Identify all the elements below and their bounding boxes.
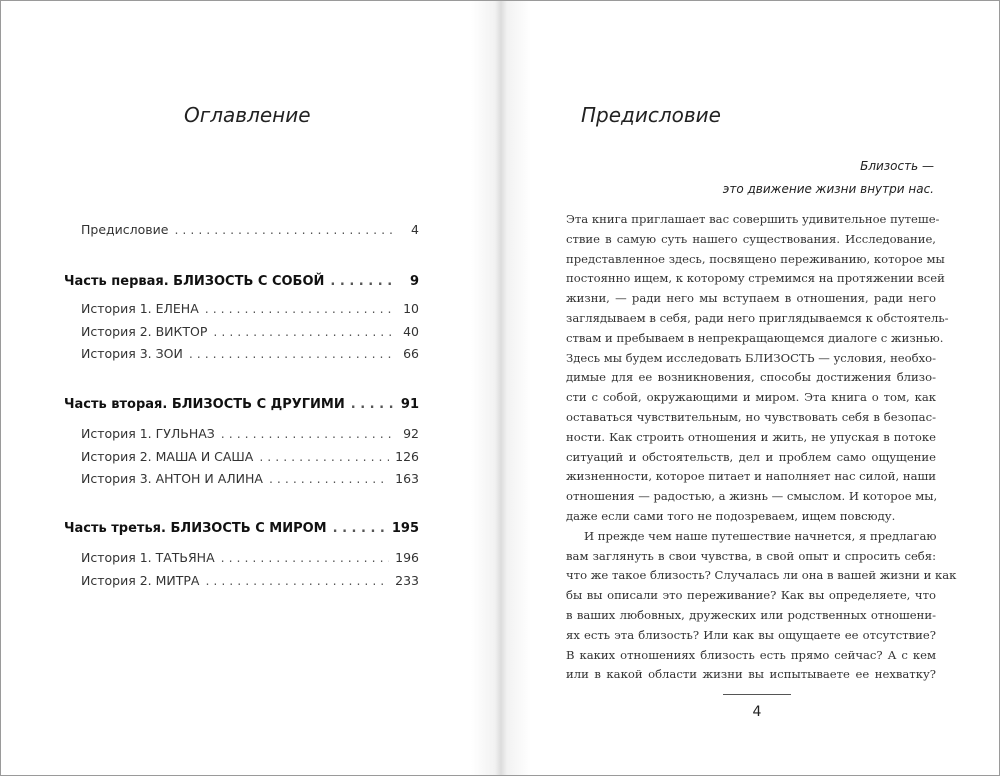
toc-entry-label: Часть вторая. БЛИЗОСТЬ С ДРУГИМИ <box>64 397 345 412</box>
body-text-line: ствам и пребываем в непрекращающемся диалоге с жизнью. <box>566 330 944 345</box>
body-text-line: отношения — радостью, а жизнь — смыслом. И которое мы, <box>566 489 938 504</box>
toc-leader-dots <box>221 426 393 441</box>
body-text-line: заглядываем в себя, ради него приглядываемся к обстоятель- <box>566 311 949 325</box>
body-text-line: оставаться чувствительным, но чувствовать себя в безопас- <box>566 410 936 424</box>
body-text-line: жизни, — ради него мы вступаем в отношения, ради него <box>566 291 936 306</box>
toc-entry-label: Часть первая. БЛИЗОСТЬ С СОБОЙ <box>64 274 325 289</box>
body-text-line: ях есть эта близость? Или как вы ощущаете ее отсутствие? <box>566 627 936 642</box>
body-text-line: ситуаций и обстоятельств, дел и проблем само ощущение <box>566 449 936 464</box>
body-text-line: В каких отношениях близость есть прямо сейчас? А с кем <box>566 647 936 662</box>
body-text-line: вам заглянуть в свои чувства, в свой опыт и спросить себя: <box>566 548 936 563</box>
toc-leader-dots <box>189 346 393 361</box>
toc-entry[interactable] <box>64 521 419 536</box>
toc-entry-page: 9 <box>409 274 419 289</box>
toc-entry[interactable] <box>81 573 419 588</box>
toc-entry[interactable] <box>81 301 419 316</box>
toc-entry-page: 195 <box>391 521 419 536</box>
body-text-line: что же такое близость? Случалась ли она в вашей жизни и как <box>566 568 957 583</box>
toc-entry-label: История 1. ЕЛЕНА <box>81 301 199 316</box>
toc-entry-label: История 3. ЗОИ <box>81 346 183 361</box>
body-text-line: Здесь мы будем исследовать БЛИЗОСТЬ — условия, необхо- <box>566 350 937 365</box>
toc-title: Оглавление <box>184 103 311 127</box>
body-text-line: даже если сами того не подозреваем, ищем повсюду. <box>566 509 896 523</box>
toc-entry[interactable] <box>81 346 419 361</box>
toc-leader-dots <box>333 521 386 536</box>
body-text-line: бы вы описали это переживание? Как вы определяете, что <box>566 588 936 603</box>
toc-leader-dots <box>269 471 389 486</box>
toc-leader-dots <box>221 550 390 565</box>
page-number: 4 <box>752 704 762 720</box>
preface-title: Предисловие <box>581 103 721 127</box>
toc-leader-dots <box>351 397 393 412</box>
toc-entry[interactable] <box>64 397 419 412</box>
toc-entry-label: История 2. МАША И САША <box>81 449 254 464</box>
toc-entry[interactable] <box>81 471 419 486</box>
epigraph-line: Близость — <box>860 159 934 173</box>
body-text-line: Эта книга приглашает вас совершить удивительное путеше- <box>566 212 940 226</box>
body-text-line: сти с собой, окружающими и миром. Эта книга о том, как <box>566 390 936 405</box>
toc-entry-label: История 2. ВИКТОР <box>81 324 208 339</box>
toc-leader-dots <box>213 324 393 339</box>
body-text-line: димые для ее возникновения, способы достижения близо- <box>566 370 936 385</box>
body-text-line: или в какой области жизни вы испытываете ее нехватку? <box>566 667 936 682</box>
book-gutter <box>471 1 531 775</box>
toc-leader-dots <box>205 301 393 316</box>
toc-entry-label: Предисловие <box>81 222 169 237</box>
toc-entry-label: Часть третья. БЛИЗОСТЬ С МИРОМ <box>64 521 327 536</box>
toc-entry-label: История 1. ГУЛЬНАЗ <box>81 426 215 441</box>
body-text-line: И прежде чем наше путешествие начнется, я предлагаю <box>584 528 937 543</box>
toc-entry[interactable] <box>64 274 419 289</box>
footer-rule <box>723 694 791 695</box>
toc-entry-page: 196 <box>395 550 419 565</box>
toc-entry-page: 66 <box>403 346 419 361</box>
toc-entry-page: 4 <box>411 222 419 237</box>
toc-leader-dots <box>174 222 393 237</box>
toc-entry[interactable] <box>81 550 419 565</box>
body-text-line: ности. Как строить отношения и жить, не упуская в потоке <box>566 429 936 444</box>
toc-leader-dots <box>259 449 389 464</box>
toc-entry-page: 10 <box>403 301 419 316</box>
body-text-line: представленное здесь, посвящено переживанию, которое мы <box>566 251 945 266</box>
toc-entry-page: 163 <box>395 471 419 486</box>
toc-entry-page: 233 <box>395 573 419 588</box>
body-text-line: в ваших любовных, дружеских или родственных отношени- <box>566 608 936 622</box>
epigraph-line: это движение жизни внутри нас. <box>722 182 934 196</box>
toc-leader-dots <box>330 274 393 289</box>
body-text-line: жизненности, которое питает и наполняет нас силой, наши <box>566 469 936 484</box>
toc-entry-label: История 3. АНТОН И АЛИНА <box>81 471 263 486</box>
toc-entry-page: 91 <box>400 397 419 412</box>
toc-entry-page: 40 <box>403 324 419 339</box>
toc-entry[interactable] <box>81 222 419 237</box>
toc-entry[interactable] <box>81 324 419 339</box>
body-text-line: постоянно ищем, к которому стремимся на протяжении всей <box>566 271 945 286</box>
toc-leader-dots <box>205 573 389 588</box>
toc-entry-label: История 1. ТАТЬЯНА <box>81 550 215 565</box>
toc-entry[interactable] <box>81 449 419 464</box>
body-text-line: ствие в самую суть нашего существования. Исследование, <box>566 231 936 246</box>
toc-entry-page: 126 <box>395 449 419 464</box>
toc-entry-label: История 2. МИТРА <box>81 573 200 588</box>
toc-entry-page: 92 <box>403 426 419 441</box>
toc-entry[interactable] <box>81 426 419 441</box>
